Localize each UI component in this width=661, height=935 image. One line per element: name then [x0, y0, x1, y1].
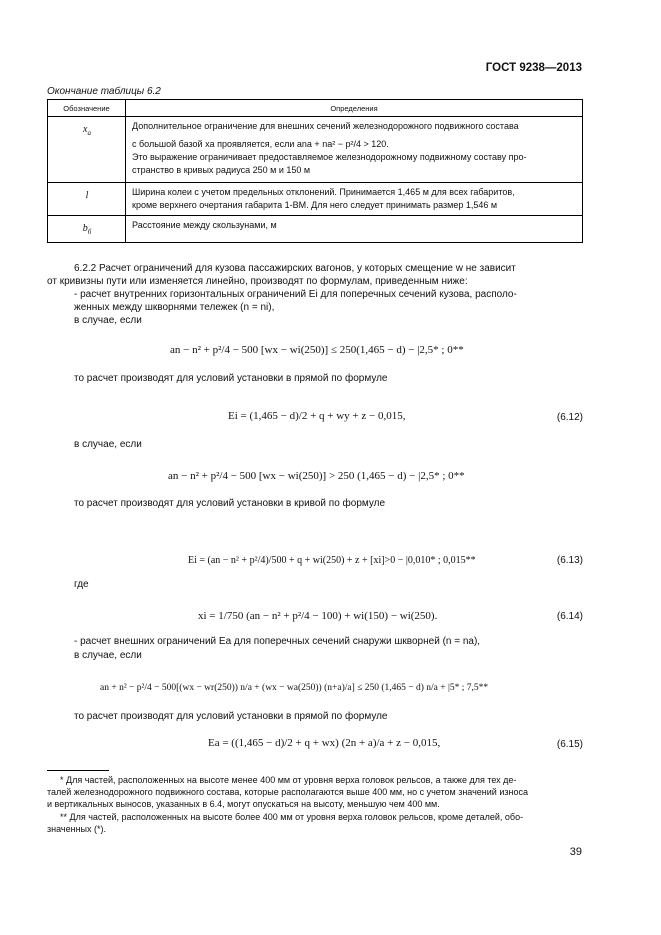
formula-6-12: Ei = (1,465 − d)/2 + q + wy + z − 0,015, [228, 410, 406, 422]
paragraph-line: - расчет внешних ограничений Ea для поперечных сечений снаружи шкворней (n = na), [74, 636, 481, 647]
paragraph-line: 6.2.2 Расчет ограничений для кузова пассажирских вагонов, у которых смещение w не зависит [74, 263, 516, 274]
definition-line: Ширина колеи с учетом предельных отклонений. Принимается 1,465 м для всех габаритов, [132, 187, 515, 197]
paragraph-line: то расчет производят для условий установки в кривой по формуле [74, 498, 386, 509]
column-header-symbol: Обозначение [48, 100, 126, 117]
table-cell-definition: Расстояние между скользунами, м [126, 216, 583, 243]
table-row [48, 183, 583, 216]
paragraph-line: то расчет производят для условий установки в прямой по формуле [74, 373, 388, 384]
definition-line: кроме верхнего очертания габарита 1-ВМ. Для него следует принимать размер 1,546 м [132, 200, 498, 210]
table-cell-definition [126, 183, 583, 216]
formula-6-14: xi = 1/750 (an − n² + p²/4 − 100) + wi(150) − wi(250). [198, 610, 438, 622]
table-header-row [48, 100, 583, 117]
definition-line: Это выражение ограничивает предоставляемое железнодорожному подвижному составу про- [132, 152, 527, 162]
footnote-line: ** Для частей, расположенных на высоте более 400 мм от уровня верха головок рельсов, кроме деталей, обо- [60, 812, 524, 822]
formula-6-13: Ei = (an − n² + p²/4)/500 + q + wi(250) + z + [xi]>0 − |0,010* ; 0,015** [188, 555, 476, 566]
paragraph-line: женных между шкворнями тележек (n = ni), [74, 302, 275, 313]
paragraph-line: - расчет внутренних горизонтальных ограничений Ei для поперечных сечений кузова, располо- [74, 289, 517, 300]
footnote-divider [47, 770, 109, 771]
table-row [48, 216, 583, 243]
paragraph-line: от кривизны пути или изменяется линейно, производят по формулам, приведенным ниже: [47, 276, 468, 287]
paragraph-line: в случае, если [74, 650, 142, 661]
equation-number: (6.14) [556, 611, 583, 622]
table-cell-symbol: $b_б$ [48, 216, 126, 243]
document-header: ГОСТ 9238—2013 [485, 62, 582, 74]
table-cell-definition [126, 117, 583, 183]
table-cell-symbol: l [48, 183, 126, 216]
equation-number: (6.13) [556, 555, 583, 566]
footnote-line: и вертикальных выносов, указанных в 6.4, могут опускаться на высоту, меньшую чем 400 мм. [47, 799, 440, 809]
footnote-line: значенных (*). [47, 824, 107, 834]
page-number: 39 [569, 846, 582, 858]
definitions-table [47, 99, 583, 243]
paragraph-line: в случае, если [74, 315, 142, 326]
equation-number: (6.12) [556, 412, 583, 423]
column-header-definition: Определения [126, 100, 583, 117]
paragraph-line: то расчет производят для условий установки в прямой по формуле [74, 711, 388, 722]
formula-condition-3: an + n² − p²/4 − 500[(wx − wr(250)) n/a + (wx − wa(250)) (n+a)/a] ≤ 250 (1,465 − d) n/a + |5* ; 7,5** [100, 683, 489, 693]
equation-number: (6.15) [556, 739, 583, 750]
definition-line: с большой базой xa проявляется, если ana + na² − p²/4 > 120. [132, 139, 389, 149]
definition-line: странство в кривых радиуса 250 м и 150 м [132, 165, 311, 175]
table-row [48, 117, 583, 183]
table-caption: Окончание таблицы 6.2 [47, 86, 161, 97]
table-cell-symbol: $x_a$ [48, 117, 126, 183]
paragraph-line: в случае, если [74, 439, 142, 450]
paragraph-line: где [74, 579, 89, 590]
formula-condition-2: an − n² + p²/4 − 500 [wx − wi(250)] > 250 (1,465 − d) − |2,5* ; 0** [168, 470, 465, 482]
formula-condition-1: an − n² + p²/4 − 500 [wx − wi(250)] ≤ 250(1,465 − d) − |2,5* ; 0** [170, 344, 464, 356]
definition-line: Дополнительное ограничение для внешних сечений железнодорожного подвижного состава [132, 121, 519, 131]
footnote-line: * Для частей, расположенных на высоте менее 400 мм от уровня верха головок рельсов, а также для тех де- [60, 775, 517, 785]
footnote-line: талей железнодорожного подвижного состава, которые располагаются выше 400 мм, но с учетом значений износа [47, 787, 528, 797]
formula-6-15: Ea = ((1,465 − d)/2 + q + wx) (2n + a)/a + z − 0,015, [208, 737, 441, 749]
